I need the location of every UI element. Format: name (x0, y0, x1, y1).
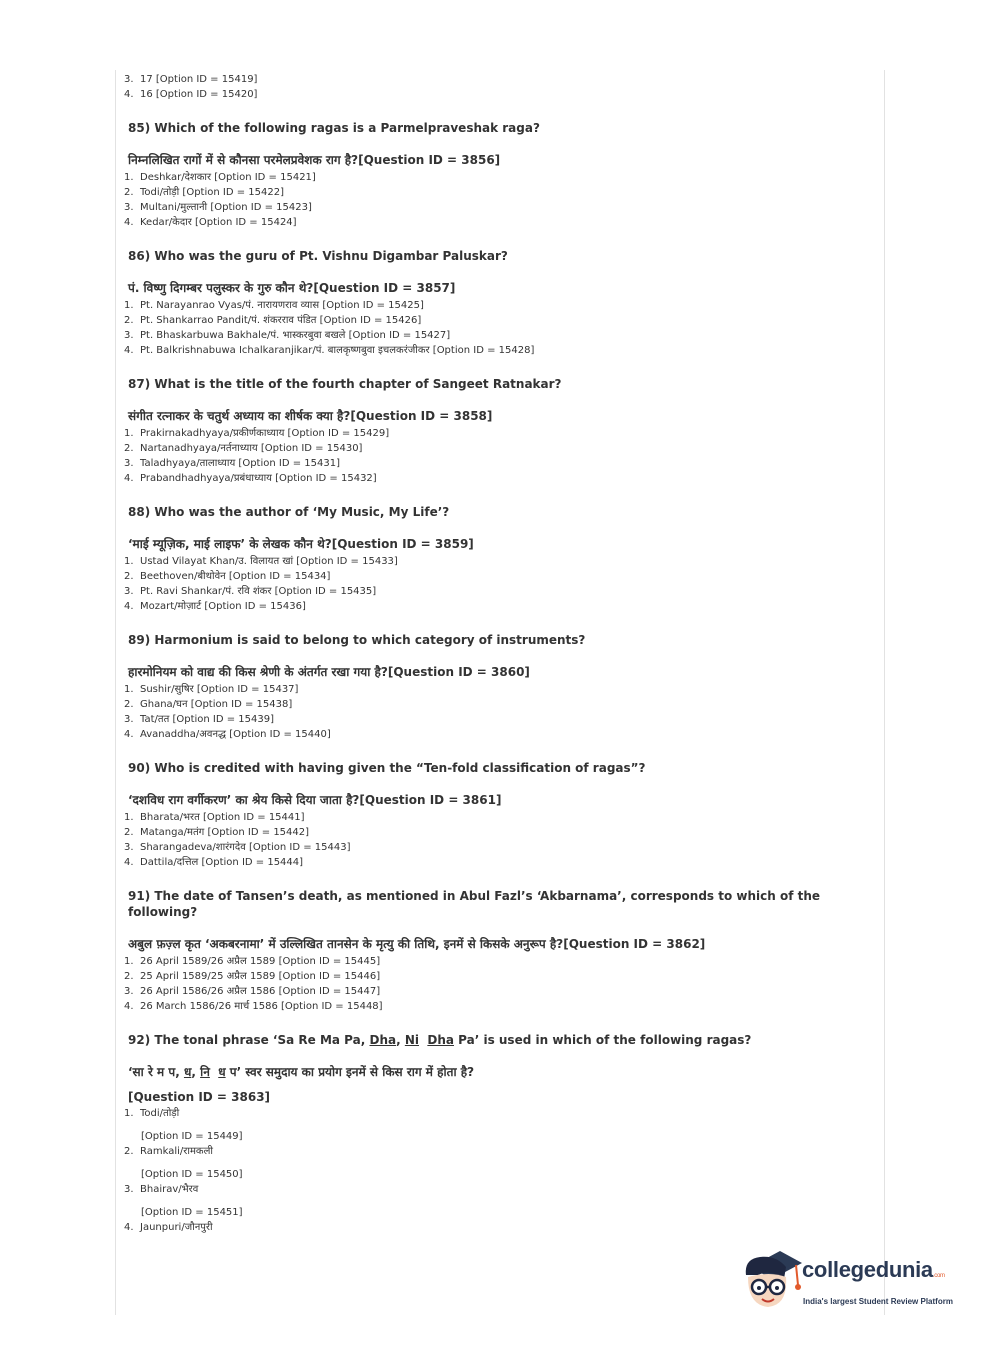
option-number: 2. (124, 187, 134, 198)
left-margin-line (115, 70, 116, 1315)
option-row (124, 969, 874, 984)
option-text: Deshkar/देशकार [Option ID = 15421] (140, 172, 316, 183)
option-row (124, 825, 874, 840)
option-number: 4. (124, 473, 134, 484)
option-text: Pt. Balkrishnabuwa Ichalkaranjikar/पं. बालकृष्णबुवा इचलकरंजीकर [Option ID = 15428] (140, 345, 535, 356)
option-row (124, 984, 874, 999)
option-number: 1. (124, 812, 134, 823)
option-text: Prabandhadhyaya/प्रबंधाध्याय [Option ID = 15432] (140, 473, 377, 484)
option-row (124, 954, 874, 969)
option-text: Matanga/मतंग [Option ID = 15442] (140, 827, 310, 838)
option-id: [Option ID = 15451] (141, 1207, 243, 1218)
question-english: 85) Which of the following ragas is a Parmelpraveshak raga? (128, 121, 540, 135)
question-block (124, 632, 874, 742)
option-number: 1. (124, 428, 134, 439)
question-english: 86) Who was the guru of Pt. Vishnu Digambar Paluskar? (128, 249, 508, 263)
option-text: Pt. Ravi Shankar/पं. रवि शंकर [Option ID = 15435] (140, 586, 377, 597)
option-text: 25 April 1589/25 अप्रैल 1589 [Option ID = 15446] (140, 971, 381, 982)
question-hindi: ‘माई म्यूज़िक, माई लाइफ’ के लेखक कौन थे?[Question ID = 3859] (128, 537, 474, 551)
question-block (124, 888, 874, 1014)
question-block (124, 760, 874, 870)
option-row (124, 328, 874, 343)
option-number: 2. (124, 827, 134, 838)
option-row: 4. 16 [Option ID = 15420] (124, 89, 258, 100)
option-number: 3. (124, 458, 134, 469)
option-number: 1. (124, 956, 134, 967)
option-row (124, 682, 874, 697)
option-number: 2. (124, 315, 134, 326)
document-content (124, 72, 874, 1235)
option-number: 3. (124, 330, 134, 341)
question-hindi: ‘दशविध राग वर्गीकरण’ का श्रेय किसे दिया जाता है?[Question ID = 3861] (128, 793, 502, 807)
option-row (124, 426, 874, 441)
option-text: Ustad Vilayat Khan/उ. विलायत खां [Option ID = 15433] (140, 556, 398, 567)
question-list (124, 120, 874, 1014)
option-number: 3. (124, 586, 134, 597)
option-text: Beethoven/बीथोवेन [Option ID = 15434] (140, 571, 331, 582)
option-id: [Option ID = 15449] (141, 1131, 243, 1142)
option-row (124, 855, 874, 870)
option-text: Ghana/घन [Option ID = 15438] (140, 699, 293, 710)
option-number: 3. (124, 714, 134, 725)
question-hindi: हारमोनियम को वाद्य की किस श्रेणी के अंतर्गत रखा गया है?[Question ID = 3860] (128, 665, 530, 679)
option-number: 1. (124, 556, 134, 567)
question-block (124, 376, 874, 486)
question-english: 90) Who is credited with having given the “Ten-fold classification of ragas”? (128, 761, 646, 775)
question-block (124, 504, 874, 614)
option-text: 26 April 1586/26 अप्रैल 1586 [Option ID = 15447] (140, 986, 381, 997)
option-text: Bharata/भरत [Option ID = 15441] (140, 812, 305, 823)
option-row (124, 343, 874, 358)
right-margin-line (884, 70, 885, 1315)
option-number: 4. (124, 857, 134, 868)
option-row (124, 471, 874, 486)
option-row (124, 727, 874, 742)
option-text: Multani/मुल्तानी [Option ID = 15423] (140, 202, 312, 213)
option-text: Pt. Narayanrao Vyas/पं. नारायणराव व्यास [Option ID = 15425] (140, 300, 424, 311)
option-row: 3. Bhairav/भैरव (124, 1184, 199, 1195)
option-row (124, 313, 874, 328)
question-hindi: पं. विष्णु दिगम्बर पलुस्कर के गुरु कौन थे?[Question ID = 3857] (128, 281, 456, 295)
question-hindi: निम्नलिखित रागों में से कौनसा परमेलप्रवेशक राग है?[Question ID = 3856] (128, 153, 501, 167)
option-row: 2. Ramkali/रामकली (124, 1146, 213, 1157)
option-number: 2. (124, 443, 134, 454)
option-row (124, 441, 874, 456)
option-text: Todi/तोड़ी [Option ID = 15422] (140, 187, 284, 198)
option-row (124, 584, 874, 599)
question-block (124, 120, 874, 230)
option-number: 1. (124, 300, 134, 311)
option-text: Taladhyaya/तालाध्याय [Option ID = 15431] (140, 458, 340, 469)
option-number: 4. (124, 217, 134, 228)
question-block-92 (124, 1032, 874, 1235)
option-row (124, 840, 874, 855)
student-mascot-icon (740, 1245, 802, 1315)
option-row: 1. Todi/तोड़ी (124, 1108, 180, 1119)
option-row (124, 569, 874, 584)
option-number: 1. (124, 172, 134, 183)
option-row: 3. 17 [Option ID = 15419] (124, 74, 258, 85)
option-text: Sushir/सुषिर [Option ID = 15437] (140, 684, 299, 695)
option-row (124, 298, 874, 313)
option-row (124, 185, 874, 200)
option-number: 3. (124, 986, 134, 997)
option-number: 3. (124, 842, 134, 853)
option-row (124, 599, 874, 614)
option-text: Pt. Bhaskarbuwa Bakhale/पं. भास्करबुवा बखले [Option ID = 15427] (140, 330, 451, 341)
question-english: 87) What is the title of the fourth chapter of Sangeet Ratnakar? (128, 377, 562, 391)
option-number: 4. (124, 729, 134, 740)
option-number: 2. (124, 699, 134, 710)
option-text: Kedar/केदार [Option ID = 15424] (140, 217, 297, 228)
question-hindi: संगीत रत्नाकर के चतुर्थ अध्याय का शीर्षक क्या है?[Question ID = 3858] (128, 409, 493, 423)
option-text: Prakirnakadhyaya/प्रकीर्णकाध्याय [Option ID = 15429] (140, 428, 390, 439)
option-text: Avanaddha/अवनद्ध [Option ID = 15440] (140, 729, 331, 740)
question-english: 92) The tonal phrase ‘Sa Re Ma Pa, Dha, Ni Dha Pa’ is used in which of the following ragas? (128, 1033, 752, 1047)
option-number: 2. (124, 571, 134, 582)
option-number: 1. (124, 684, 134, 695)
option-id: [Option ID = 15450] (141, 1169, 243, 1180)
option-text: Mozart/मोज़ार्ट [Option ID = 15436] (140, 601, 306, 612)
option-text: Nartanadhyaya/नर्तनाध्याय [Option ID = 15430] (140, 443, 363, 454)
question-english: 91) The date of Tansen’s death, as mentioned in Abul Fazl’s ‘Akbarnama’, corresponds to which of the following? (128, 889, 821, 919)
collegedunia-logo[interactable] (740, 1245, 970, 1320)
option-number: 2. (124, 971, 134, 982)
question-id: [Question ID = 3863] (128, 1090, 271, 1104)
option-number: 4. (124, 1001, 134, 1012)
option-text: 26 March 1586/26 मार्च 1586 [Option ID = 15448] (140, 1001, 383, 1012)
option-text: 26 April 1589/26 अप्रैल 1589 [Option ID = 15445] (140, 956, 381, 967)
option-row (124, 810, 874, 825)
option-text: Tat/तत [Option ID = 15439] (140, 714, 275, 725)
previous-question-options (124, 72, 874, 102)
option-row: 4. Jaunpuri/जौनपुरी (124, 1222, 213, 1233)
question-hindi: ‘सा रे म प, ध, नि ध प’ स्वर समुदाय का प्रयोग इनमें से किस राग में होता है? (128, 1065, 475, 1079)
option-row (124, 215, 874, 230)
option-number: 4. (124, 601, 134, 612)
option-number: 3. (124, 202, 134, 213)
option-text: Sharangadeva/शारंगदेव [Option ID = 15443] (140, 842, 351, 853)
option-row (124, 200, 874, 215)
option-text: Dattila/दत्तिल [Option ID = 15444] (140, 857, 304, 868)
option-row (124, 697, 874, 712)
brand-tagline: India's largest Student Review Platform (803, 1297, 953, 1306)
question-hindi: अबुल फ़ज़्ल कृत ‘अकबरनामा’ में उल्लिखित तानसेन के मृत्यु की तिथि, इनमें से किसके अनुरूप है?[Question ID = 3862] (128, 937, 706, 951)
option-number: 4. (124, 345, 134, 356)
brand-name: collegedunia.com (802, 1257, 945, 1282)
question-block (124, 248, 874, 358)
option-row (124, 999, 874, 1014)
question-english: 88) Who was the author of ‘My Music, My Life’? (128, 505, 450, 519)
option-row (124, 712, 874, 727)
option-row (124, 554, 874, 569)
option-row (124, 456, 874, 471)
option-row (124, 170, 874, 185)
option-text: Pt. Shankarrao Pandit/पं. शंकरराव पंडित [Option ID = 15426] (140, 315, 422, 326)
question-english: 89) Harmonium is said to belong to which category of instruments? (128, 633, 586, 647)
